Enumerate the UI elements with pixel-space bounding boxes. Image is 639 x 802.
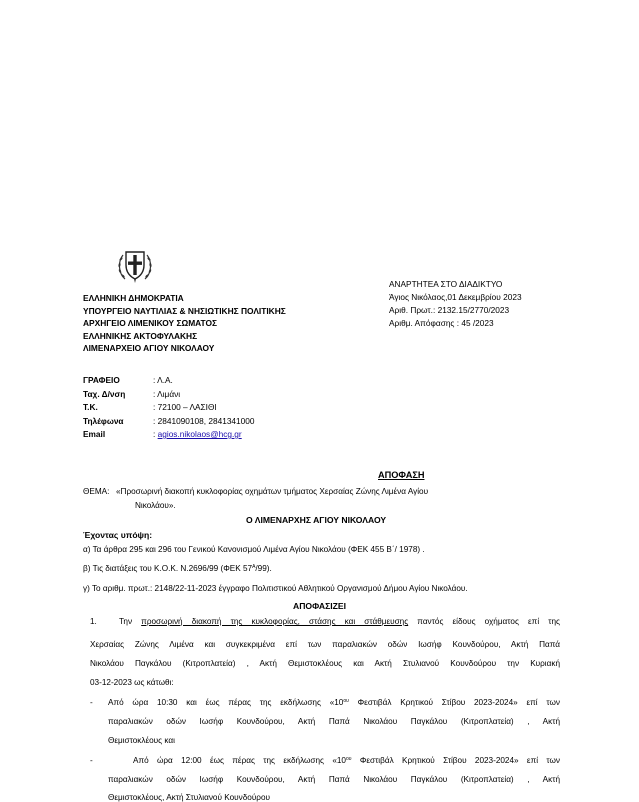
subject-line: Νικολάου». [135, 501, 176, 510]
header-line: ΥΠΟΥΡΓΕΙΟ ΝΑΥΤΙΛΙΑΣ & ΝΗΣΙΩΤΙΚΗΣ ΠΟΛΙΤΙΚΗΣ [83, 305, 286, 316]
b1-text: Από ώρα 10:30 και έως πέρας της εκδήλωσης «10 [108, 698, 344, 707]
place-date: Άγιος Νικόλαος,01 Δεκεμβρίου 2023 [389, 292, 522, 302]
contact-value: : 2841090108, 2841341000 [153, 415, 255, 426]
contact-row [83, 374, 255, 388]
b1-text-end: Φεστιβάλ Κρητικού Στίβου 2023-2024» επί των [348, 698, 560, 707]
email-link[interactable]: agios.nikolaos@hcg.gr [157, 429, 242, 439]
header-line: ΕΛΛΗΝΙΚΗΣ ΑΚΤΟΦΥΛΑΚΗΣ [83, 330, 198, 341]
contact-value: : [153, 429, 156, 439]
b2-superscript: ου [345, 756, 352, 762]
contact-label: Ταχ. Δ/νση [83, 388, 126, 399]
consideration-item-a: α) Τα άρθρα 295 και 296 του Γενικού Κανονισμού Λιμένα Αγίου Νικολάου (ΦΕΚ 455 Β΄/ 1978) . [83, 545, 425, 554]
bullet-1-line-1 [108, 698, 560, 707]
bullet-1-line-2: παραλιακών οδών Ιωσήφ Κουνδούρου, Ακτή Παπά Νικολάου Παγκάλου (Κιτροπλατεία) , Ακτή [108, 717, 560, 726]
subject-line: «Προσωρινή διακοπή κυκλοφορίας οχημάτων τμήματος Χερσαίας Ζώνης Λιμένα Αγίου [116, 487, 429, 496]
bullet-1-line-3: Θεμιστοκλέους και [108, 736, 175, 745]
p1-text-end: παντός είδους οχήματος επί της [408, 617, 560, 626]
paragraph-1-line-1 [119, 617, 560, 626]
authority-heading: Ο ΛΙΜΕΝΑΡΧΗΣ ΑΓΙΟΥ ΝΙΚΟΛΑΟΥ [246, 515, 387, 525]
document-reference-block [389, 278, 522, 330]
bullet-dash: - [90, 756, 93, 765]
paragraph-number: 1. [90, 617, 97, 626]
protocol-number: Αριθ. Πρωτ.: 2132.15/2770/2023 [389, 305, 510, 315]
item-b-text-end: /99). [255, 564, 272, 573]
contact-block [83, 374, 255, 442]
contact-row [83, 401, 255, 415]
b1-superscript: ου [343, 698, 349, 704]
p1-text: Την [119, 617, 142, 626]
subject-label: ΘΕΜΑ: [83, 487, 110, 496]
issuer-header [83, 292, 286, 355]
bullet-2-line-3: Θεμιστοκλέους, Ακτή Στυλιανού Κουνδούρου [108, 793, 270, 802]
header-line: ΛΙΜΕΝΑΡΧΕΙΟ ΑΓΙΟΥ ΝΙΚΟΛΑΟΥ [83, 343, 215, 354]
item-b-superscript: Α [252, 564, 256, 570]
contact-label: Τ.Κ. [83, 402, 98, 412]
item-b-text: β) Τις διατάξεις του Κ.Ο.Κ. Ν.2696/99 (ΦΕΚ 57 [83, 564, 253, 573]
contact-label: Τηλέφωνα [83, 415, 124, 426]
contact-row [83, 415, 255, 429]
decision-title: ΑΠΟΦΑΣΗ [378, 470, 425, 480]
contact-label: Email [83, 429, 106, 439]
coat-of-arms-emblem [115, 243, 155, 285]
contact-label: ΓΡΑΦΕΙΟ [83, 375, 120, 385]
b2-text: Από ώρα 12:00 έως πέρας της εκδήλωσης «10 [133, 756, 346, 765]
decides-heading: ΑΠΟΦΑΣΙΖΕΙ [293, 601, 347, 611]
contact-row [83, 388, 255, 402]
contact-value: : 72100 – ΛΑΣΙΘΙ [153, 402, 217, 412]
decision-number: Αριθμ. Απόφασης : 45 /2023 [389, 318, 494, 328]
paragraph-1-line-3: Νικολάου Παγκάλου (Κιτροπλατεία) , Ακτή Θεμιστοκλέους και Ακτή Στυλιανού Κουνδούρου την Κυριακή [90, 659, 560, 668]
header-line: ΑΡΧΗΓΕΙΟ ΛΙΜΕΝΙΚΟΥ ΣΩΜΑΤΟΣ [83, 318, 218, 329]
p1-underlined-text: προσωρινή διακοπή της κυκλοφορίας, στάσης και στάθμευσης [141, 617, 409, 626]
contact-value: : Λιμάνι [153, 388, 181, 399]
publication-note: ΑΝΑΡΤΗΤΕΑ ΣΤΟ ΔΙΑΔΙΚΤΥΟ [389, 279, 503, 289]
consideration-item-b [83, 564, 272, 573]
contact-row [83, 428, 255, 442]
paragraph-1-line-4: 03-12-2023 ως κάτωθι: [90, 678, 174, 687]
bullet-dash: - [90, 698, 93, 707]
contact-value: : Λ.Α. [153, 375, 173, 385]
header-line: ΕΛΛΗΝΙΚΗ ΔΗΜΟΚΡΑΤΙΑ [83, 293, 184, 303]
bullet-2-line-1 [133, 756, 560, 765]
consideration-item-c: γ) Το αριθμ. πρωτ.: 2148/22-11-2023 έγγραφο Πολιτιστικού Αθλητικού Οργανισμού Δήμου Αγίου Νικολάου. [83, 584, 468, 593]
b2-text-end: Φεστιβάλ Κρητικού Στίβου 2023-2024» επί των [351, 756, 560, 765]
bullet-2-line-2: παραλιακών οδών Ιωσήφ Κουνδούρου, Ακτή Παπά Νικολάου Παγκάλου (Κιτροπλατεία) , Ακτή [108, 775, 560, 784]
paragraph-1-line-2: Χερσαίας Ζώνης Λιμένα και συγκεκριμένα επί των παραλιακών οδών Ιωσήφ Κουνδούρου, Ακτή Παπά [90, 640, 560, 649]
considering-heading: Έχοντας υπόψη: [83, 530, 153, 540]
